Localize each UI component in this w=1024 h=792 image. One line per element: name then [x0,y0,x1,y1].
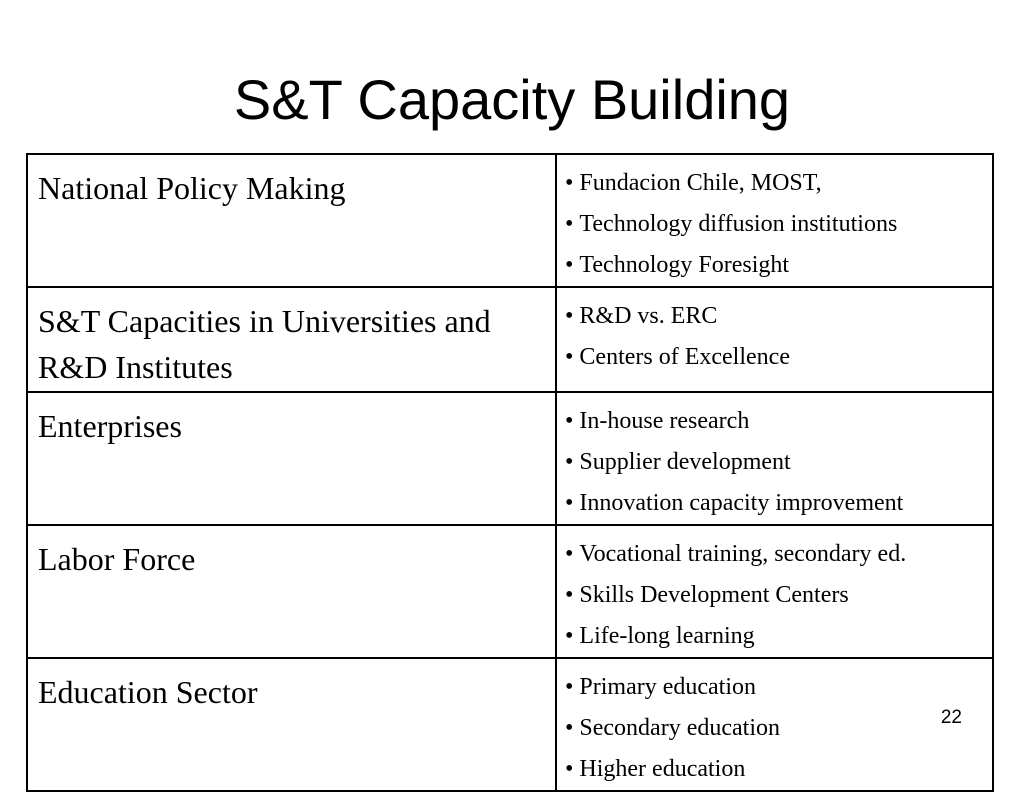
list-item [565,401,986,442]
table-row [27,287,993,392]
list-item [565,245,986,286]
initiative-text: Skills Development Centers [579,582,849,608]
bullet-icon: • [565,344,574,370]
initiative-text: Centers of Excellence [579,344,790,370]
list-item [565,483,986,524]
area-label: National Policy Making [38,170,346,206]
list-item [565,163,986,204]
initiatives-cell [556,658,993,791]
list-item [565,296,986,337]
list-item [565,749,986,790]
initiative-text: Secondary education [579,715,780,741]
initiative-text: Primary education [579,674,757,700]
area-label: S&T Capacities in Universities and R&D Institutes [38,303,491,385]
initiative-text: Technology Foresight [579,252,790,278]
bullet-icon: • [565,541,574,567]
table-row [27,525,993,658]
bullet-icon: • [565,252,574,278]
initiative-text: Vocational training, secondary ed. [579,541,907,567]
area-label: Labor Force [38,541,196,577]
initiatives-cell [556,287,993,392]
list-item [565,534,986,575]
list-item [565,575,986,616]
initiatives-cell [556,392,993,525]
list-item [565,708,986,749]
area-cell [27,287,556,392]
initiative-list [557,155,992,286]
bullet-icon: • [565,623,574,649]
table-row [27,154,993,287]
area-cell [27,525,556,658]
initiative-text: In-house research [579,408,750,434]
area-label: Education Sector [38,674,258,710]
list-item [565,667,986,708]
bullet-icon: • [565,449,574,475]
initiative-text: Fundacion Chile, MOST, [579,170,822,196]
initiative-text: R&D vs. ERC [579,303,718,329]
initiative-text: Life-long learning [579,623,755,649]
initiative-text: Technology diffusion institutions [579,211,898,237]
area-label: Enterprises [38,408,182,444]
area-cell [27,392,556,525]
initiatives-cell [556,525,993,658]
slide-title: S&T Capacity Building [233,68,791,131]
bullet-icon: • [565,303,574,329]
initiative-text: Innovation capacity improvement [579,490,904,516]
bullet-icon: • [565,674,574,700]
list-item [565,616,986,657]
initiative-text: Higher education [579,756,746,782]
bullet-icon: • [565,756,574,782]
area-cell [27,154,556,287]
bullet-icon: • [565,490,574,516]
initiative-list [557,288,992,378]
initiative-list [557,526,992,657]
initiative-list [557,393,992,524]
table-row [27,392,993,525]
bullet-icon: • [565,715,574,741]
initiative-list [557,659,992,790]
bullet-icon: • [565,408,574,434]
bullet-icon: • [565,211,574,237]
bullet-icon: • [565,170,574,196]
bullet-icon: • [565,582,574,608]
slide-number: 22 [940,707,962,728]
initiatives-cell [556,154,993,287]
list-item [565,337,986,378]
list-item [565,442,986,483]
capacity-table [26,153,994,792]
initiative-text: Supplier development [579,449,791,475]
list-item [565,204,986,245]
area-cell [27,658,556,791]
table-row [27,658,993,791]
